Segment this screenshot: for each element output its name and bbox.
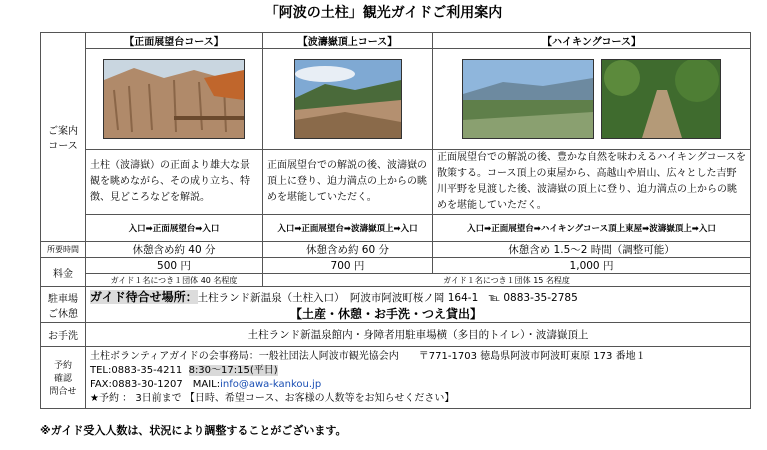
course-3-fee: 1,000 円	[433, 258, 751, 274]
course-3-description: 正面展望台での解説の後、豊かな自然を味わえるハイキングコースを散策する。コース頂上の東屋から、高越山や眉山、広々とした吉野川平野を見渡した後、波濤嶽の頂上に登り、迫力満点の上からの眺めを堪能していただく。	[433, 150, 751, 215]
services-text: 【土産・休憩・お手洗・つえ貸出】	[290, 306, 483, 321]
email-link[interactable]: info@awa-kankou.jp	[220, 378, 322, 390]
office-hours: 8:30～17:15(平日)	[188, 364, 278, 376]
footnote: ※ガイド受入人数は、状況により調整することがございます。	[40, 424, 347, 437]
earth-pillar-photo	[103, 59, 245, 139]
fax-number: FAX:0883-30-1207 MAIL:	[90, 378, 221, 390]
course-2-fee: 700 円	[263, 258, 433, 274]
course-3-photo-cell	[433, 49, 751, 150]
course-1-time: 休憩含め約 40 分	[86, 242, 263, 258]
course-3-route: 入口➡正面展望台➡ハイキングコース頂上東屋➡波濤嶽頂上➡入口	[433, 215, 751, 242]
contact-info	[86, 347, 751, 409]
guide-capacity-note-1: ガイド１名につき１団体 40 名程度	[86, 274, 263, 287]
guide-capacity-note-2: ガイド１名につき１団体 15 名程度	[263, 274, 751, 287]
course-3-time: 休憩含め 1.5～2 時間（調整可能）	[433, 242, 751, 258]
meeting-place-text: 土柱ランド新温泉（土柱入口） 阿波市阿波町桜ノ岡 164-1 ℡ 0883-35-2785	[197, 291, 578, 304]
time-label: 所要時間	[41, 242, 86, 258]
course-1-photo-cell	[86, 49, 263, 150]
parking-info	[86, 287, 751, 323]
meeting-place-label: ガイド待合せ場所：	[90, 289, 198, 304]
office-address: 土柱ボランティアガイドの会事務局：一般社団法人阿波市観光協会内 〒771-1703 徳島県阿波市阿波町東原 173 番地１	[90, 350, 646, 362]
course-2-time: 休憩含め約 60 分	[263, 242, 433, 258]
course-3-name: 【ハイキングコース】	[433, 33, 751, 49]
toilet-label: お手洗	[41, 323, 86, 347]
summit-view-photo	[294, 59, 402, 139]
course-2-name: 【波濤嶽頂上コース】	[263, 33, 433, 49]
course-label: ご案内 コース	[41, 33, 86, 242]
parking-label: 駐車場 ご休憩	[41, 287, 86, 323]
toilet-info: 土柱ランド新温泉館内・身障者用駐車場横（多目的トイレ）・波濤嶽頂上	[86, 323, 751, 347]
course-2-route: 入口➡正面展望台➡波濤嶽頂上➡入口	[263, 215, 433, 242]
course-1-route: 入口➡正面展望台➡入口	[86, 215, 263, 242]
page-title: 「阿波の土柱」観光ガイドご利用案内	[264, 5, 503, 21]
tel-number: TEL:0883-35-4211	[90, 364, 183, 376]
course-2-description: 正面展望台での解説の後、波濤嶽の頂上に登り、迫力満点の上からの眺めを堪能していただく。	[263, 150, 433, 215]
course-1-name: 【正面展望台コース】	[86, 33, 263, 49]
course-2-photo-cell	[263, 49, 433, 150]
guide-info-table	[40, 32, 751, 409]
reservation-label: 予約 確認 問合せ	[41, 347, 86, 409]
hiking-trail-photo	[601, 59, 721, 139]
fee-label: 料金	[41, 258, 86, 287]
course-1-description: 土柱（波濤嶽）の正面より雄大な景観を眺めながら、その成り立ち、特徴、見どころなどを解説。	[86, 150, 263, 215]
reservation-note: ★予約 ： 3日前まで 【日時、希望コース、お客様の人数等をお知らせください】	[90, 392, 455, 404]
course-1-fee: 500 円	[86, 258, 263, 274]
plain-view-photo	[462, 59, 594, 139]
